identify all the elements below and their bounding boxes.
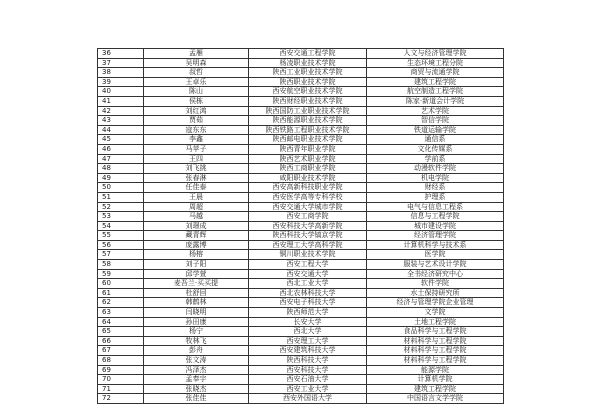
table-row xyxy=(98,308,504,318)
table-row xyxy=(98,269,504,279)
department-cell: 经济与管理学院企业管理 xyxy=(367,298,504,308)
person-name-cell: 侯栋 xyxy=(144,96,249,106)
department-cell: 经济管理学院 xyxy=(367,231,504,241)
person-name-cell: 孟奉宇 xyxy=(144,375,249,385)
person-name-cell: 王四 xyxy=(144,154,249,164)
table-row xyxy=(98,336,504,346)
table-row xyxy=(98,87,504,97)
row-number-cell: 64 xyxy=(98,317,144,327)
institution-cell: 西北工业大学 xyxy=(249,279,367,289)
row-number-cell: 58 xyxy=(98,260,144,270)
table-body xyxy=(98,49,504,404)
department-cell: 全书经济研究中心 xyxy=(367,269,504,279)
person-name-cell: 彭舟 xyxy=(144,346,249,356)
row-number-cell: 45 xyxy=(98,135,144,145)
person-name-cell: 周超 xyxy=(144,202,249,212)
institution-cell: 西安工业大学 xyxy=(249,384,367,394)
department-cell: 医学院 xyxy=(367,250,504,260)
person-name-cell: 邱学萱 xyxy=(144,269,249,279)
person-name-cell: 陈山 xyxy=(144,87,249,97)
institution-cell: 陕西科技大学镐京学院 xyxy=(249,231,367,241)
institution-cell: 杨凌职业技术学院 xyxy=(249,58,367,68)
person-name-cell: 张晓杰 xyxy=(144,384,249,394)
row-number-cell: 54 xyxy=(98,221,144,231)
department-cell: 文学院 xyxy=(367,308,504,318)
institution-cell: 西安交通大学城市学院 xyxy=(249,202,367,212)
person-name-cell: 庞露博 xyxy=(144,240,249,250)
department-cell: 软件学院 xyxy=(367,279,504,289)
institution-cell: 西安理工大学高科学院 xyxy=(249,240,367,250)
row-number-cell: 61 xyxy=(98,288,144,298)
table-row xyxy=(98,183,504,193)
row-number-cell: 59 xyxy=(98,269,144,279)
table-row xyxy=(98,221,504,231)
person-name-cell: 闫晓明 xyxy=(144,308,249,318)
person-name-cell: 冯泽杰 xyxy=(144,365,249,375)
institution-cell: 西安工程大学 xyxy=(249,260,367,270)
person-name-cell: 孙田康 xyxy=(144,317,249,327)
department-cell: 财经系 xyxy=(367,183,504,193)
person-name-cell: 吴明森 xyxy=(144,58,249,68)
institution-cell: 陕西财经职业技术学院 xyxy=(249,96,367,106)
row-number-cell: 62 xyxy=(98,298,144,308)
row-number-cell: 63 xyxy=(98,308,144,318)
institution-cell: 西安高新科技职业学院 xyxy=(249,183,367,193)
row-number-cell: 47 xyxy=(98,154,144,164)
table-row xyxy=(98,154,504,164)
department-cell: 食品科学与工程学院 xyxy=(367,327,504,337)
institution-cell: 西安航空职业技术学院 xyxy=(249,87,367,97)
row-number-cell: 40 xyxy=(98,87,144,97)
row-number-cell: 46 xyxy=(98,144,144,154)
person-name-cell: 牧林飞 xyxy=(144,336,249,346)
table-row xyxy=(98,68,504,78)
document-sheet xyxy=(97,48,503,404)
department-cell: 陈家·新道会计学院 xyxy=(367,96,504,106)
table-row xyxy=(98,288,504,298)
table-row xyxy=(98,394,504,404)
person-name-cell: 刘子阳 xyxy=(144,260,249,270)
institution-cell: 西安建筑科技大学 xyxy=(249,346,367,356)
table-row xyxy=(98,77,504,87)
row-number-cell: 57 xyxy=(98,250,144,260)
institution-cell: 陕西师范大学 xyxy=(249,308,367,318)
table-row xyxy=(98,260,504,270)
table-row xyxy=(98,135,504,145)
department-cell: 中国语言文学学院 xyxy=(367,394,504,404)
table-row xyxy=(98,346,504,356)
department-cell: 航空制造工程学院 xyxy=(367,87,504,97)
row-number-cell: 68 xyxy=(98,356,144,366)
department-cell: 能源学院 xyxy=(367,365,504,375)
table-row xyxy=(98,164,504,174)
table-row xyxy=(98,298,504,308)
person-name-cell: 王晨 xyxy=(144,192,249,202)
person-name-cell: 马越 xyxy=(144,212,249,222)
row-number-cell: 67 xyxy=(98,346,144,356)
department-cell: 材料科学与工程学院 xyxy=(367,346,504,356)
person-name-cell: 韩鹤林 xyxy=(144,298,249,308)
department-cell: 护理系 xyxy=(367,192,504,202)
institution-cell: 陕西国防工业职业技术学院 xyxy=(249,106,367,116)
department-cell: 计算机科学与技术系 xyxy=(367,240,504,250)
table-row xyxy=(98,144,504,154)
department-cell: 城市建设学院 xyxy=(367,221,504,231)
institution-cell: 陕西艺术职业学院 xyxy=(249,154,367,164)
table-row xyxy=(98,192,504,202)
person-name-cell: 任佳泰 xyxy=(144,183,249,193)
row-number-cell: 56 xyxy=(98,240,144,250)
department-cell: 建筑工程学院 xyxy=(367,77,504,87)
institution-cell: 陕西职业技术学院 xyxy=(249,77,367,87)
table-row xyxy=(98,356,504,366)
person-name-cell: 麦吾兰·买买提 xyxy=(144,279,249,289)
person-name-cell: 李鑫 xyxy=(144,135,249,145)
row-number-cell: 69 xyxy=(98,365,144,375)
person-name-cell: 刘飞挑 xyxy=(144,164,249,174)
department-cell: 土地工程学院 xyxy=(367,317,504,327)
table-row xyxy=(98,231,504,241)
institution-cell: 西安外国语大学 xyxy=(249,394,367,404)
department-cell: 艺术学院 xyxy=(367,106,504,116)
row-number-cell: 49 xyxy=(98,173,144,183)
row-number-cell: 41 xyxy=(98,96,144,106)
row-number-cell: 39 xyxy=(98,77,144,87)
institution-cell: 西安医学高等专科学校 xyxy=(249,192,367,202)
person-name-cell: 张佳佳 xyxy=(144,394,249,404)
department-cell: 商贸与流通学院 xyxy=(367,68,504,78)
row-number-cell: 52 xyxy=(98,202,144,212)
department-cell: 水土保持研究所 xyxy=(367,288,504,298)
person-name-cell: 杨宁 xyxy=(144,327,249,337)
department-cell: 机电学院 xyxy=(367,173,504,183)
institution-cell: 铜川职业技术学院 xyxy=(249,250,367,260)
table-row xyxy=(98,96,504,106)
row-number-cell: 71 xyxy=(98,384,144,394)
institution-cell: 陕西铁路工程职业技术学院 xyxy=(249,125,367,135)
department-cell: 文化传媒系 xyxy=(367,144,504,154)
person-name-cell: 张春淋 xyxy=(144,173,249,183)
table-row xyxy=(98,375,504,385)
row-number-cell: 60 xyxy=(98,279,144,289)
institution-cell: 陕西能源职业技术学院 xyxy=(249,116,367,126)
row-number-cell: 72 xyxy=(98,394,144,404)
table-row xyxy=(98,384,504,394)
institution-cell: 西安科技大学高新学院 xyxy=(249,221,367,231)
table-row xyxy=(98,202,504,212)
person-name-cell: 寇东东 xyxy=(144,125,249,135)
person-name-cell: 叔哲 xyxy=(144,68,249,78)
institution-cell: 西安交通大学 xyxy=(249,269,367,279)
row-number-cell: 53 xyxy=(98,212,144,222)
person-name-cell: 刘璟成 xyxy=(144,221,249,231)
institution-cell: 西北农林科技大学 xyxy=(249,288,367,298)
person-name-cell: 贾茹 xyxy=(144,116,249,126)
row-number-cell: 55 xyxy=(98,231,144,241)
row-number-cell: 36 xyxy=(98,49,144,59)
institution-cell: 西北大学 xyxy=(249,327,367,337)
table-row xyxy=(98,58,504,68)
institution-cell: 陕西工商职业学院 xyxy=(249,164,367,174)
row-number-cell: 38 xyxy=(98,68,144,78)
row-number-cell: 51 xyxy=(98,192,144,202)
person-name-cell: 张文涛 xyxy=(144,356,249,366)
person-name-cell: 王卓乐 xyxy=(144,77,249,87)
department-cell: 计算机学院 xyxy=(367,375,504,385)
institution-cell: 西安工商学院 xyxy=(249,212,367,222)
person-name-cell: 杨榕 xyxy=(144,250,249,260)
institution-cell: 西安电子科技大学 xyxy=(249,298,367,308)
table-row xyxy=(98,250,504,260)
row-number-cell: 50 xyxy=(98,183,144,193)
institution-cell: 陕西青年职业学院 xyxy=(249,144,367,154)
person-name-cell: 刘红鸿 xyxy=(144,106,249,116)
row-number-cell: 66 xyxy=(98,336,144,346)
table-row xyxy=(98,365,504,375)
person-name-cell: 杜舒回 xyxy=(144,288,249,298)
institution-cell: 陕西邮电职业技术学院 xyxy=(249,135,367,145)
table-row xyxy=(98,327,504,337)
institution-cell: 西安石油大学 xyxy=(249,375,367,385)
table-row xyxy=(98,116,504,126)
row-number-cell: 48 xyxy=(98,164,144,174)
table-row xyxy=(98,240,504,250)
row-number-cell: 70 xyxy=(98,375,144,385)
institution-cell: 长安大学 xyxy=(249,317,367,327)
department-cell: 生态环境工程分院 xyxy=(367,58,504,68)
institution-cell: 西安理工大学 xyxy=(249,336,367,346)
institution-cell: 陕西科技大学 xyxy=(249,356,367,366)
table-row xyxy=(98,125,504,135)
department-cell: 智信学院 xyxy=(367,116,504,126)
table-row xyxy=(98,49,504,59)
person-name-cell: 马苹子 xyxy=(144,144,249,154)
row-number-cell: 42 xyxy=(98,106,144,116)
department-cell: 材料科学与工程学院 xyxy=(367,336,504,346)
table-row xyxy=(98,317,504,327)
row-number-cell: 44 xyxy=(98,125,144,135)
table-row xyxy=(98,212,504,222)
institution-cell: 陕西工业职业技术学院 xyxy=(249,68,367,78)
department-cell: 电气与信息工程系 xyxy=(367,202,504,212)
person-name-cell: 孟雁 xyxy=(144,49,249,59)
table-row xyxy=(98,279,504,289)
institution-cell: 咸阳职业技术学院 xyxy=(249,173,367,183)
department-cell: 通信系 xyxy=(367,135,504,145)
department-cell: 信息与工程学院 xyxy=(367,212,504,222)
department-cell: 服装与艺术设计学院 xyxy=(367,260,504,270)
department-cell: 铁道运输学院 xyxy=(367,125,504,135)
table-row xyxy=(98,106,504,116)
department-cell: 材料科学与工程学院 xyxy=(367,356,504,366)
department-cell: 人文与经济管理学院 xyxy=(367,49,504,59)
institution-cell: 西安科技大学 xyxy=(249,365,367,375)
table-row xyxy=(98,173,504,183)
department-cell: 学前系 xyxy=(367,154,504,164)
row-number-cell: 37 xyxy=(98,58,144,68)
row-number-cell: 43 xyxy=(98,116,144,126)
person-name-cell: 藏青辉 xyxy=(144,231,249,241)
department-cell: 动漫软件学院 xyxy=(367,164,504,174)
award-list-table xyxy=(97,48,504,404)
row-number-cell: 65 xyxy=(98,327,144,337)
institution-cell: 西安交通工程学院 xyxy=(249,49,367,59)
department-cell: 建筑工程学院 xyxy=(367,384,504,394)
